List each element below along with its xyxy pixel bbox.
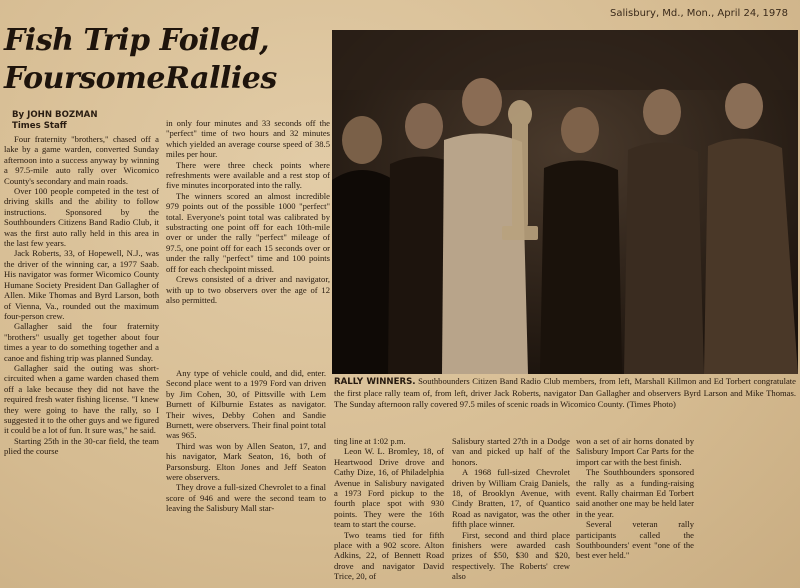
caption-text: Southbounders Citizen Band Radio Club members, from left, Marshall Killmon and Ed Torbert congratulate the first place rally team of, from left, driver Jack Roberts, navigator Dan Gallagher and observers Byrd Larson and Mike Thomas. The Sunday afternoon rally covered 97.5 miles of scenic roads in Wicomico County. (Times Photo) [334, 376, 796, 409]
article-column-1 [4, 134, 159, 588]
paragraph: ting line at 1:02 p.m. [334, 436, 406, 446]
paragraph: Crews consisted of a driver and navigator, with up to two observers over the age of 12 also permitted. [166, 274, 330, 305]
paragraph: The Southbounders sponsored the rally as a funding-raising event. Rally chairman Ed Torbert said another one may be held later in the year. [576, 467, 694, 519]
paragraph: Gallagher said the four fraternity "brothers" usually get together about four times a year to do something together and a canoe and fishing trip was planned Sunday. [4, 321, 159, 363]
paragraph: Salisbury started 27th in a Dodge van and picked up half of the honors. [452, 436, 570, 467]
byline-staff: Times Staff [12, 120, 67, 131]
paragraph: Four fraternity "brothers," chased off a lake by a game warden, converted Sunday afternoon into a success anyway by winning a 97.5-mile auto rally over Wicomico County's secondary and main roads. [4, 134, 159, 186]
byline [12, 110, 162, 131]
paragraph: in only four minutes and 33 seconds off the "perfect" time of two hours and 32 minutes which yielded an average course speed of 38.5 miles per hour. [166, 118, 330, 160]
paragraph: Two teams tied for fifth place with a 902 score. Alton Adkins, 22, of Bennett Road drove and navigator David Trice, 20, of [334, 529, 444, 582]
article-column-2-lower [166, 368, 326, 588]
paragraph: Gallagher said the outing was short-circuited when a game warden chased them off a lake because they did not have the required fresh water fishing license. "I knew they were going to have the rally, so I suggested it to the other guys and we figured it could be a lot of fun. It sure was," he said. [4, 362, 159, 436]
article-column-4 [452, 436, 570, 588]
paragraph: Several veteran rally participants called the Southbounders' event "one of the best ever held." [576, 519, 694, 561]
paragraph: Jack Roberts, 33, of Hopewell, N.J., was the driver of the winning car, a 1977 Saab. His navigator was former Wicomico County Humane Society President Dan Gallagher of Allen. Mike Thomas and Byrd Larson, both of Vienna, Va., rounded out the maximum four-person crew. [4, 248, 159, 321]
paragraph: Over 100 people competed in the test of driving skills and the ability to follow instructions. Sponsored by the Southbounders Citizens Band Radio Club, it was the first auto rally held in this area in the last few years. [4, 186, 159, 249]
caption-lead: RALLY WINNERS. [334, 377, 416, 387]
article-column-3 [334, 436, 444, 588]
paragraph: They drove a full-sized Chevrolet to a final score of 946 and were the second team to leaving the Salisbury Mall star- [166, 482, 326, 514]
paragraph: There were three check points where refreshments were available and a rest stop of five minutes incorporated into the rally. [166, 159, 330, 191]
paragraph: A 1968 full-sized Chevrolet driven by William Craig Daniels, 18, of Brooklyn Avenue, with Cindy Bratten, 17, of Quantico Road as navigator, was the other fifth place winner. [452, 467, 570, 530]
headline-line-1: Fish Trip Foiled, [4, 23, 270, 58]
paragraph: Any type of vehicle could, and did, enter. Second place went to a 1979 Ford van driven by Jim Cohen, 30, of Pittsville with Lem Burnett of Kilburnie Estates as navigator. Their wives, Debby Cohen and Sandie Burnett, were observers. Their final point total was 965. [166, 368, 326, 441]
headline [4, 22, 334, 98]
paragraph: The winners scored an almost incredible 979 points out of the possible 1000 "perfect" total. Everyone's point total was calibrated by substracting one point off for each 10th-mile over or under the rally "perfect" mileage of 97.5, one point off for each 15 seconds over or under the rally "perfect" time and 100 points off for each checkpoint missed. [166, 190, 330, 274]
article-column-5 [576, 436, 694, 588]
paragraph: Third was won by Allen Seaton, 17, and his navigator, Mark Seaton, 16, both of Parsonsburg. Elton Jones and Jeff Seaton were observers. [166, 440, 326, 483]
photo-illustration [332, 30, 798, 374]
paragraph: Leon W. L. Bromley, 18, of Heartwood Drive drove and Cathy Dize, 16, of Philadelphia Avenue in Salisbury navigated a 1973 Ford pickup to the fourth place spot with 930 points. They were the 16th team to start the course. [334, 446, 444, 530]
article-column-2 [166, 118, 330, 368]
headline-line-2: FoursomeRallies [4, 61, 277, 96]
dateline: Salisbury, Md., Mon., April 24, 1978 [609, 8, 788, 19]
byline-author: By JOHN BOZMAN [12, 110, 98, 120]
paragraph: won a set of air horns donated by Salisbury Import Car Parts for the import car with the best finish. [576, 436, 694, 467]
rally-winners-photo [332, 30, 798, 374]
paragraph: Starting 25th in the 30-car field, the team plied the course [4, 435, 159, 457]
paragraph: First, second and third place finishers were awarded cash prizes of $50, $30 and $20, respectively. The Roberts' crew also [452, 529, 570, 582]
photo-caption [334, 376, 796, 409]
